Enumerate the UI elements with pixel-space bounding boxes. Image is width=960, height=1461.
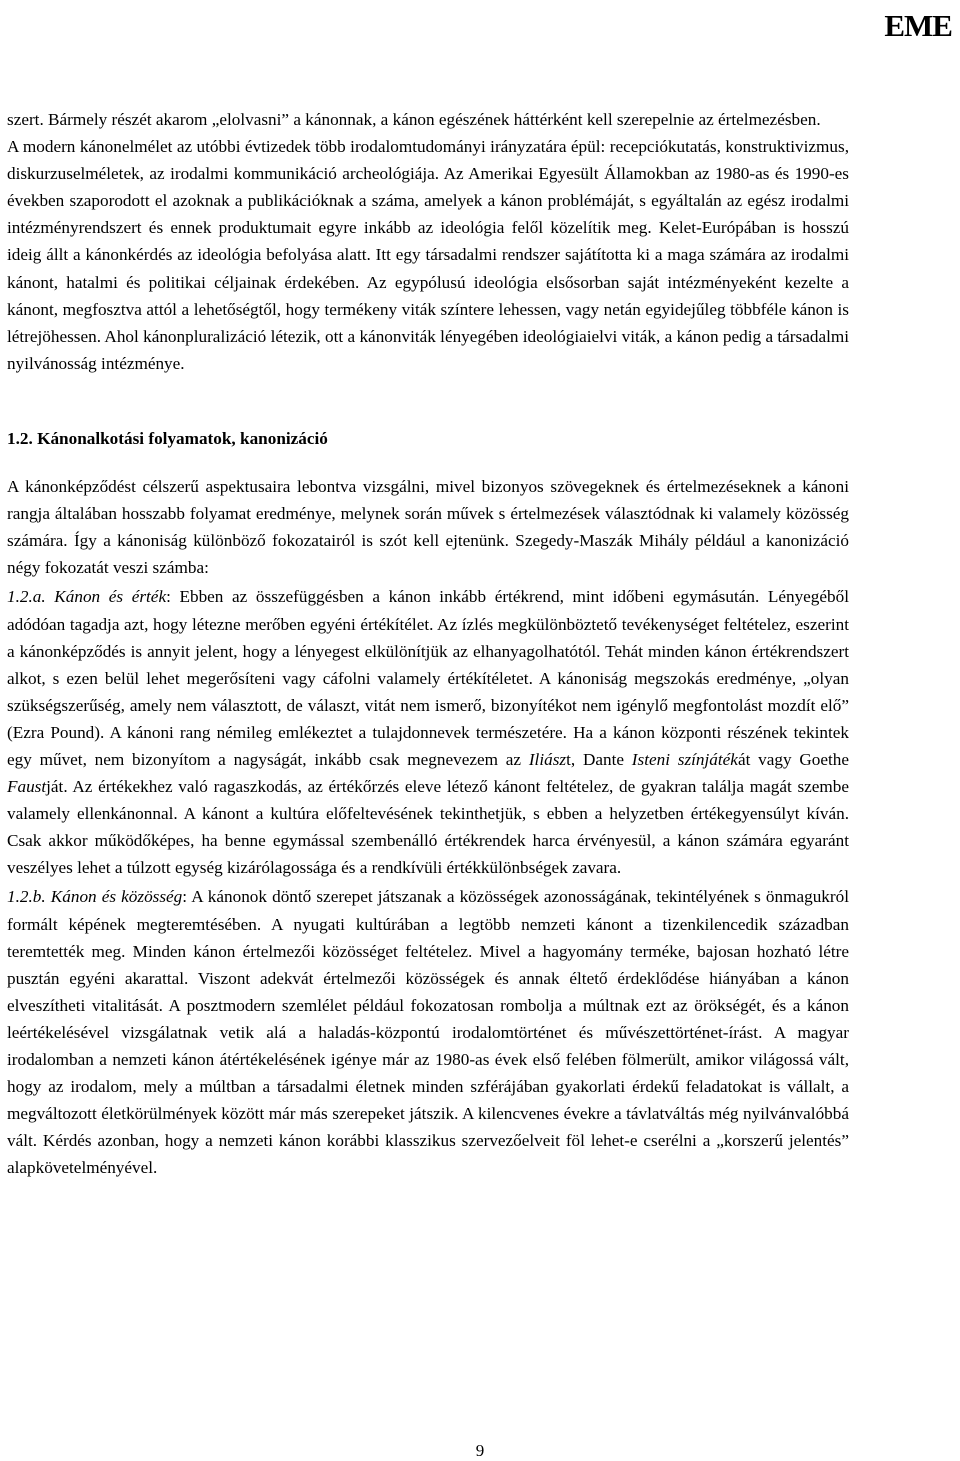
subsection-label-b: 1.2.b. Kánon és közösség — [7, 887, 183, 907]
spacer — [7, 452, 849, 473]
paragraph-5 — [7, 883, 849, 1181]
paragraph-4-text-a: : Ebben az összefüggésben a kánon inkább értékrend, mint időbeni egymásután. Lényegéből adódóan tagadja azt, hogy létezne merőben egyéni értékítélet. Az ízlés megkülönböztető tevékenységet feltételez, eszerint a kánonképződés is annyit jelent, hogy a lényegest elkülönítjük az elhanyagolhatótól. Tehát minden kánon értékrendszert alkot, s ezen belül lehet megerősíteni vagy cáfolni valamely értékítéletet. A kánoniság megszokás eredménye, „olyan szükségszerűség, amely nem választott, de választ, vitát nem ismerő, bizonyítékot nem igénylő megfontolást mozdít elő” (Ezra Pound). A kánoni rang némileg emlékeztet a tulajdonnevek természetére. Ha a kánon központi részének tekintek egy művet, nem bizonyítom a nagyságát, inkább csak megnevezem az — [7, 587, 849, 769]
spacer — [7, 377, 849, 425]
paragraph-4-text-c: át vagy Goethe — [737, 749, 849, 769]
publisher-logo: EME — [884, 8, 952, 43]
title-faust: Faust — [7, 777, 47, 797]
page-body — [7, 106, 849, 1181]
paragraph-4-text-d: ját. Az értékekhez való ragaszkodás, az értékőrzés eleve létező kánont feltételez, de gyakran találja magát szembe valamely ellenkánonnal. A kánont a kultúra előfeltevésének tekinthetjük, s ebben a helyzetben értékegyensúlyt kíván. Csak akkor működőképes, ha benne egymással szembenálló értékrendek harca érvényesül, a kánon számára egyaránt veszélyes lehet a túlzott egység kizárólagossága és a rendkívüli értékkülönbségek zavara. — [7, 777, 849, 878]
paragraph-4 — [7, 583, 849, 881]
paragraph-1: szert. Bármely részét akarom „elolvasni” a kánonnak, a kánon egészének háttérként kell szerepelnie az értelmezésben. — [7, 110, 821, 129]
paragraph-5-text: : A kánonok döntő szerepet játszanak a közösségek azonosságának, tekintélyének s önmagukról formált képének megteremtésében. A nyugati kultúrában a legtöbb nemzeti kánont a tizenkilencedik században teremtették meg. Minden kánon értelmezői közösséget feltételez. Mivel a hagyomány terméke, bajosan hozható létre pusztán egyéni akarattal. Viszont adekvát értelmezői közösségek és annak éltető érdeklődése hiányában a kánon elveszítheti vitalitását. A posztmodern szemlélet például fokozatosan rombolja a múltnak ezt az örökségét, és a kánon leértékelésével vizsgálatnak vetik alá a haladás-központú irodalomtörténet és művészettörténet-írást. A magyar irodalomban a nemzeti kánon átértékelésének igénye már az 1980-as évek első felében fölmerült, amikor világossá vált, hogy az irodalom, mely a múltban a társadalmi életnek minden szférájában gyakorlati érdekű feladatokat is vállalt, a megváltozott életkörülmények között már más szerepeket játszik. A kilencvenes évekre a távlatváltás még nyilvánvalóbbá vált. Kérdés azonban, hogy a nemzeti kánon korábbi klasszikus szervezőelveit föl lehet-e cserélni a „korszerű jelentés” alapkövetelményével. — [7, 887, 849, 1178]
page-number: 9 — [475, 1441, 485, 1460]
subsection-label-a: 1.2.a. Kánon és érték — [7, 587, 167, 607]
title-iliasz: Iliász — [528, 749, 567, 769]
paragraph-2: A modern kánonelmélet az utóbbi évtizedek több irodalomtudományi irányzatára épül: recepciókutatás, konstruktivizmus, diskurzuselméletek, az irodalmi kommunikáció archeológiája. Az Amerikai Egyesült Államokban az 1980-as és 1990-es években szaporodott el azoknak a publikációknak a száma, amelyek a kánon problémáját, s egyáltalán az egész irodalmi intézményrendszert és ennek produktumait egyre inkább az ideológia felől közelítik meg. Kelet-Európában is hosszú ideig állt a kánonkérdés az ideológia befolyása alatt. Itt egy társadalmi rendszer sajátította ki a maga számára az irodalmi kánont, hatalmi és politikai céljainak érdekében. Az egypólusú ideológia elsősorban saját intézményeként kezelte a kánont, megfosztva attól a lehetőségtől, hogy termékeny viták színtere lehessen, vagy netán egyidejűleg többféle kánon is létrejöhessen. Ahol kánonpluralizáció létezik, ott a kánonviták lényegében ideológiaielvi viták, a kánon pedig a társadalmi nyilvánosság intézménye. — [7, 137, 849, 373]
paragraph-3: A kánonképződést célszerű aspektusaira lebontva vizsgálni, mivel bizonyos szövegeknek és értelmezéseknek a kánoni rangja általában hosszabb folyamat eredménye, melynek során művek s értelmezések választódnak ki valamely közösség számára. Így a kánoniság különböző fokozatairól is szót kell ejtenünk. Szegedy-Maszák Mihály például a kanonizáció négy fokozatát veszi számba: — [7, 477, 849, 578]
paragraph-4-text-b: t, Dante — [566, 749, 632, 769]
section-heading: 1.2. Kánonalkotási folyamatok, kanonizáció — [7, 428, 328, 448]
title-isteni-szinjatek: Isteni színjáték — [631, 749, 738, 769]
